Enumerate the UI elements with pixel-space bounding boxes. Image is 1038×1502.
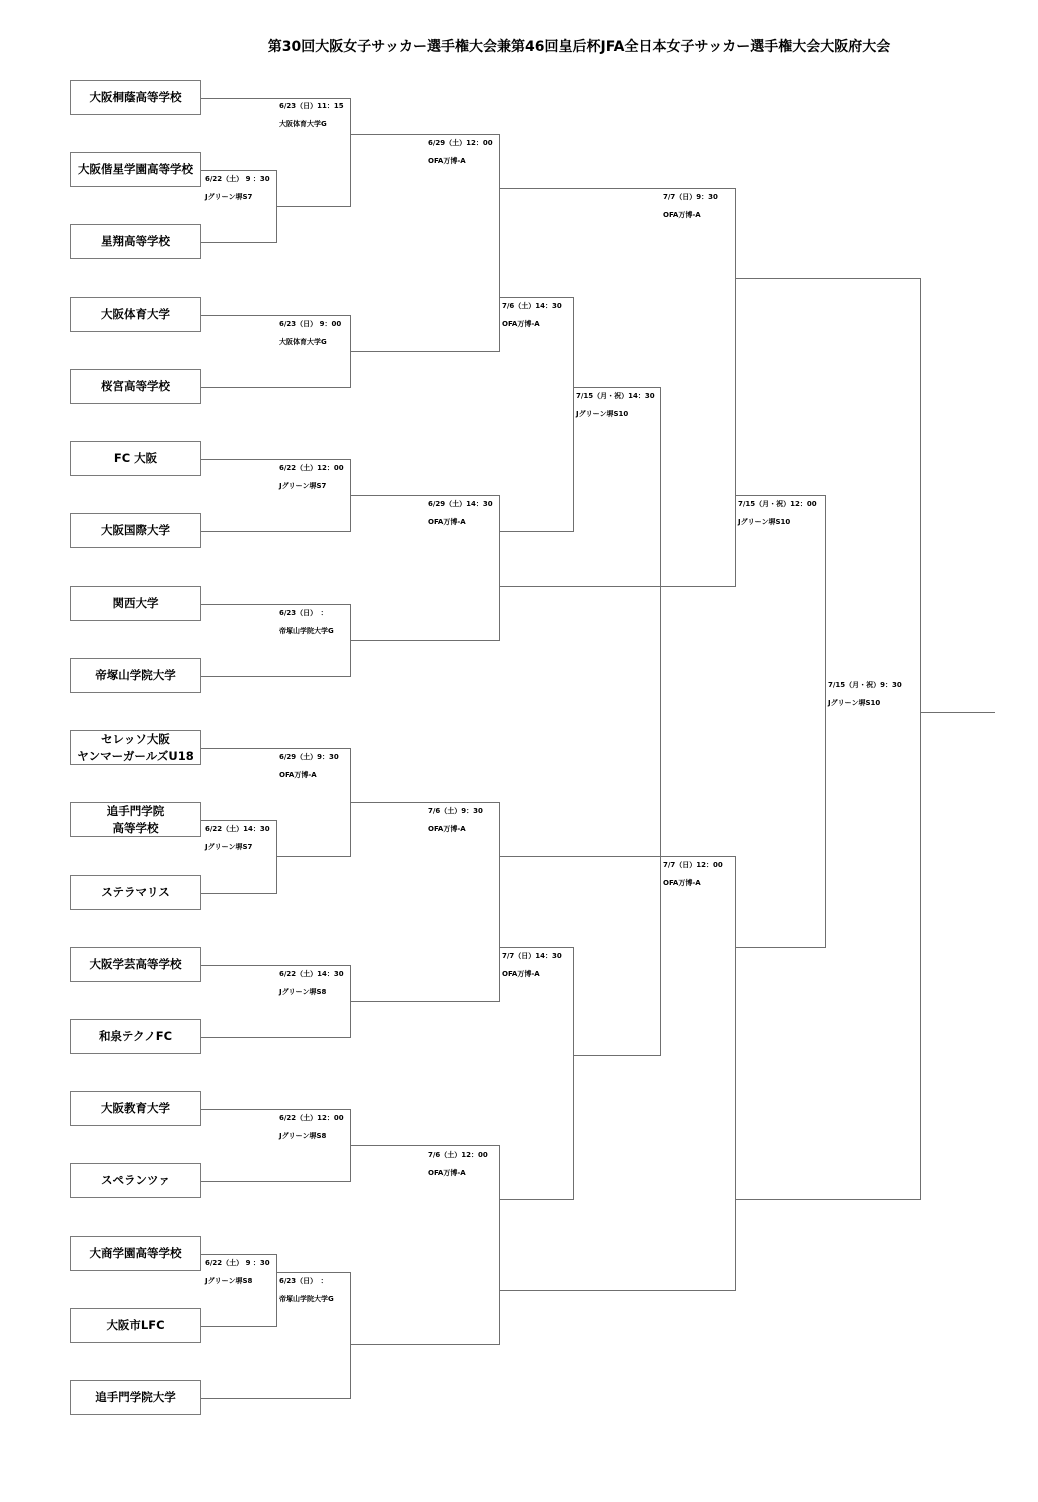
- match-date: 6/29（土）9：30: [279, 753, 339, 761]
- team-name: スペランツァ: [101, 1173, 170, 1187]
- match-venue: Jグリーン堺S7: [205, 843, 253, 851]
- match-date: 7/15（月・祝）14：30: [576, 392, 655, 400]
- bracket-line: [350, 495, 500, 496]
- team-box[interactable]: [70, 441, 201, 476]
- match-info: [279, 753, 339, 780]
- match-info: [279, 1114, 344, 1141]
- bracket-line: [201, 748, 351, 749]
- bracket-line: [735, 278, 921, 279]
- match-venue: OFA万博-A: [663, 211, 701, 219]
- bracket-line: [201, 531, 351, 532]
- match-venue: 帝塚山学院大学G: [279, 1295, 334, 1303]
- match-info: [502, 302, 562, 329]
- team-name: 大阪学芸高等学校: [89, 957, 182, 971]
- team-name-line2: 高等学校: [112, 820, 159, 835]
- team-box[interactable]: [70, 80, 201, 115]
- match-info: [738, 500, 817, 527]
- bracket-line: [500, 531, 574, 532]
- bracket-line: [660, 387, 661, 1056]
- team-name: セレッソ大阪: [101, 731, 170, 746]
- match-venue: OFA万博-A: [663, 879, 701, 887]
- team-box[interactable]: [70, 297, 201, 332]
- match-info: [205, 1259, 270, 1286]
- bracket-line: [276, 1272, 351, 1273]
- bracket-line: [201, 387, 351, 388]
- match-date: 6/22（土） 9 ：30: [205, 1259, 270, 1267]
- bracket-line: [350, 98, 351, 207]
- match-venue: Jグリーン堺S8: [205, 1277, 253, 1285]
- match-date: 7/7（日）12：00: [663, 861, 723, 869]
- bracket-line: [499, 802, 500, 1002]
- team-box[interactable]: [70, 730, 201, 765]
- bracket-line: [201, 1037, 351, 1038]
- match-date: 7/7（日）14：30: [502, 952, 562, 960]
- match-date: 6/22（土）12：00: [279, 1114, 344, 1122]
- match-date: 6/23（日） ：: [279, 1277, 328, 1285]
- match-date: 6/22（土）12：00: [279, 464, 344, 472]
- match-venue: OFA万博-A: [502, 320, 540, 328]
- match-info: [576, 392, 655, 419]
- team-box[interactable]: [70, 1019, 201, 1054]
- bracket-line: [276, 1254, 277, 1327]
- bracket-line: [350, 802, 500, 803]
- team-box[interactable]: [70, 1091, 201, 1126]
- bracket-line: [735, 188, 736, 587]
- match-venue: OFA万博-A: [279, 771, 317, 779]
- match-info: [279, 320, 341, 347]
- team-box[interactable]: [70, 875, 201, 910]
- bracket-line: [499, 856, 735, 857]
- match-date: 6/22（土） 9 ：30: [205, 175, 270, 183]
- team-name: 大阪偕星学園高等学校: [78, 162, 193, 176]
- bracket-line: [276, 206, 351, 207]
- team-name: FC 大阪: [113, 451, 158, 465]
- bracket-line: [499, 586, 735, 587]
- team-name: ステラマリス: [101, 885, 170, 899]
- team-box[interactable]: [70, 1236, 201, 1271]
- team-name: 大阪市LFC: [106, 1318, 165, 1332]
- match-venue: Jグリーン堺S10: [738, 518, 791, 526]
- match-info: [279, 1277, 334, 1304]
- match-venue: Jグリーン堺S8: [279, 988, 327, 996]
- bracket-line: [201, 1254, 277, 1255]
- team-name: 和泉テクノFC: [98, 1029, 173, 1043]
- team-box[interactable]: [70, 513, 201, 548]
- match-info: [279, 102, 344, 129]
- bracket-line: [573, 947, 574, 1200]
- match-venue: Jグリーン堺S7: [205, 193, 253, 201]
- match-info: [428, 807, 483, 834]
- bracket-line: [201, 893, 277, 894]
- match-venue: Jグリーン堺S10: [828, 699, 881, 707]
- team-box[interactable]: [70, 224, 201, 259]
- bracket-line: [350, 1145, 500, 1146]
- team-name: 帝塚山学院大学: [95, 668, 176, 682]
- bracket-line: [499, 1145, 500, 1345]
- bracket-line: [276, 820, 277, 894]
- bracket-line: [201, 1181, 351, 1182]
- bracket-line: [499, 188, 735, 189]
- bracket-line: [735, 856, 736, 1291]
- team-box[interactable]: [70, 1163, 201, 1198]
- match-date: 6/23（日） 9：00: [279, 320, 342, 328]
- match-info: [828, 681, 902, 708]
- team-name: 桜宮高等学校: [101, 379, 170, 393]
- bracket-line: [735, 947, 826, 948]
- bracket-line: [499, 947, 574, 948]
- match-info: [279, 464, 344, 491]
- bracket-line: [201, 1109, 351, 1110]
- team-name: 関西大学: [112, 596, 159, 610]
- bracket-line: [499, 1290, 735, 1291]
- bracket-line: [573, 1055, 661, 1056]
- match-date: 6/23（日）11：15: [279, 102, 344, 110]
- bracket-line: [201, 242, 277, 243]
- match-date: 7/7（日）9：30: [663, 193, 718, 201]
- team-box[interactable]: [70, 947, 201, 982]
- bracket-line: [201, 459, 351, 460]
- bracket-line: [201, 965, 351, 966]
- team-box[interactable]: [70, 369, 201, 404]
- team-box[interactable]: [70, 802, 201, 837]
- match-venue: OFA万博-A: [502, 970, 540, 978]
- match-venue: 帝塚山学院大学G: [279, 627, 334, 635]
- match-info: [205, 175, 270, 202]
- bracket-line: [350, 1272, 351, 1399]
- bracket-line: [350, 1001, 500, 1002]
- match-date: 7/15（月・祝）12：00: [738, 500, 817, 508]
- bracket-line: [735, 1199, 921, 1200]
- bracket-line: [920, 278, 921, 1200]
- bracket-line: [573, 387, 661, 388]
- bracket-line: [276, 856, 351, 857]
- bracket-line: [350, 351, 500, 352]
- match-date: 7/6（土）14：30: [502, 302, 562, 310]
- bracket-line: [499, 297, 574, 298]
- bracket-line: [350, 640, 500, 641]
- team-name: 大阪国際大学: [101, 523, 170, 537]
- match-info: [663, 193, 718, 220]
- match-date: 6/29（土）14：30: [428, 500, 493, 508]
- match-venue: Jグリーン堺S8: [279, 1132, 327, 1140]
- team-box[interactable]: [70, 586, 201, 621]
- bracket-line: [350, 1344, 500, 1345]
- bracket-line: [499, 134, 500, 352]
- match-date: 6/22（土）14：30: [279, 970, 344, 978]
- bracket-line: [500, 1199, 574, 1200]
- match-info: [279, 609, 334, 636]
- bracket-line: [201, 1326, 277, 1327]
- match-date: 7/15（月・祝）9：30: [828, 681, 902, 689]
- team-name: 大商学園高等学校: [89, 1246, 182, 1260]
- bracket-line: [201, 676, 351, 677]
- match-venue: Jグリーン堺S7: [279, 482, 327, 490]
- match-info: [279, 970, 344, 997]
- match-venue: OFA万博-A: [428, 825, 466, 833]
- team-name: 大阪桐蔭高等学校: [89, 90, 182, 104]
- match-venue: Jグリーン堺S10: [576, 410, 629, 418]
- match-venue: OFA万博-A: [428, 1169, 466, 1177]
- bracket-line: [201, 820, 277, 821]
- match-info: [428, 500, 493, 527]
- team-box[interactable]: [70, 1308, 201, 1343]
- match-info: [663, 861, 723, 888]
- match-venue: OFA万博-A: [428, 518, 466, 526]
- team-box[interactable]: [70, 152, 201, 187]
- team-box[interactable]: [70, 1380, 201, 1415]
- bracket-line: [825, 495, 826, 947]
- match-date: 7/6（土）9：30: [428, 807, 483, 815]
- bracket-line: [735, 495, 826, 496]
- match-info: [428, 1151, 488, 1178]
- match-date: 6/29（土）12：00: [428, 139, 493, 147]
- team-name-line2: ヤンマーガールズU18: [77, 748, 194, 763]
- bracket-line: [201, 1398, 351, 1399]
- match-info: [502, 952, 562, 979]
- team-name: 追手門学院: [106, 803, 165, 818]
- match-venue: OFA万博-A: [428, 157, 466, 165]
- bracket-line: [201, 315, 351, 316]
- page-title: 第30回大阪女子サッカー選手権大会兼第46回皇后杯JFA全日本女子サッカー選手権大会大阪府大会: [267, 39, 891, 55]
- match-info: [205, 825, 270, 852]
- bracket-line: [201, 170, 277, 171]
- team-name: 大阪教育大学: [101, 1101, 170, 1115]
- bracket-line: [920, 712, 995, 713]
- team-name: 大阪体育大学: [101, 307, 170, 321]
- bracket-line: [499, 495, 500, 641]
- match-date: 6/23（日） ：: [279, 609, 328, 617]
- bracket-line: [201, 98, 351, 99]
- match-date: 7/6（土）12：00: [428, 1151, 488, 1159]
- match-info: [428, 139, 493, 166]
- team-name: 星翔高等学校: [101, 234, 170, 248]
- match-venue: 大阪体育大学G: [279, 338, 327, 346]
- match-date: 6/22（土）14：30: [205, 825, 270, 833]
- bracket-line: [350, 134, 500, 135]
- team-box[interactable]: [70, 658, 201, 693]
- bracket-line: [573, 297, 574, 532]
- team-name: 追手門学院大学: [95, 1390, 176, 1404]
- bracket-line: [201, 604, 351, 605]
- match-venue: 大阪体育大学G: [279, 120, 327, 128]
